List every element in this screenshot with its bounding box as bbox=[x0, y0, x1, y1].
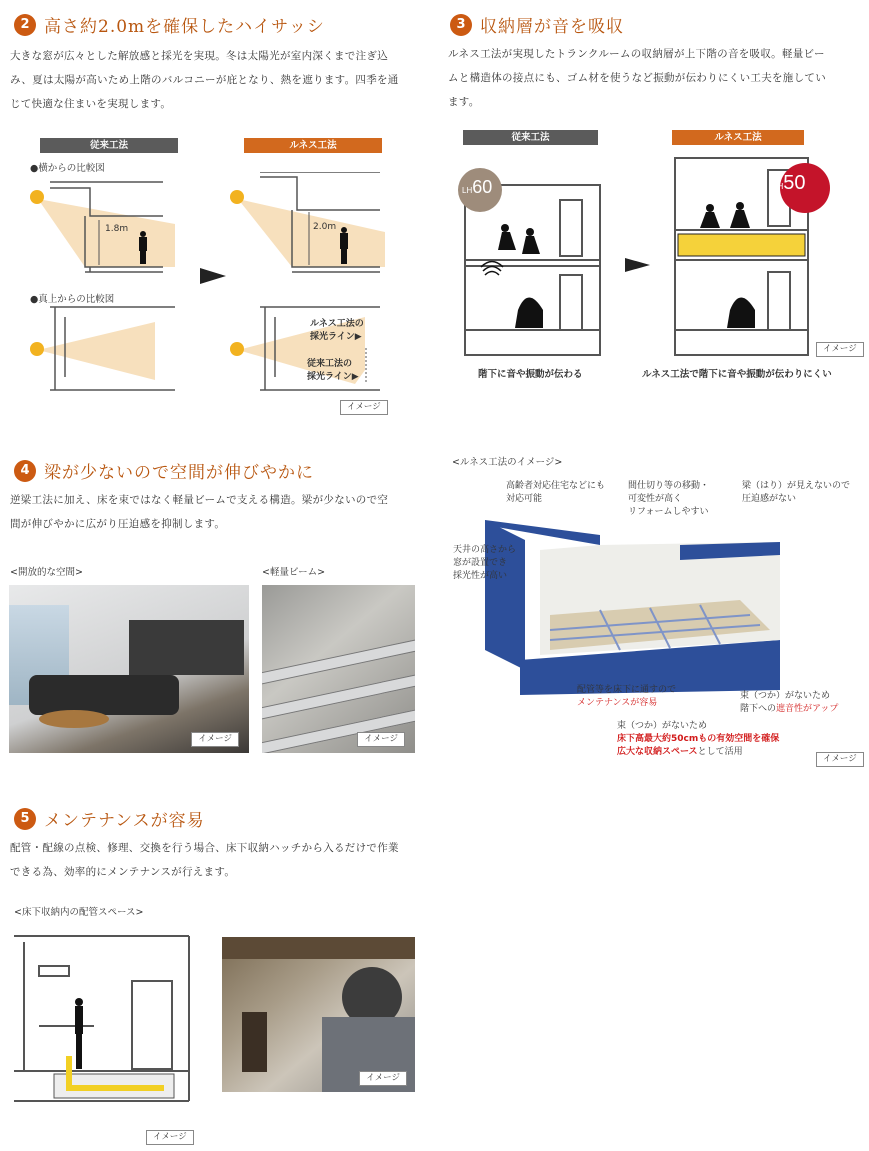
underfloor-piping-diagram bbox=[14, 926, 194, 1126]
callout-line: リフォームしやすい bbox=[628, 507, 709, 517]
image-note-badge: イメージ bbox=[191, 732, 239, 747]
section-4-body bbox=[10, 488, 430, 536]
callout-line: 窓が設置でき bbox=[453, 558, 508, 568]
callout-line: 間仕切り等の移動・ bbox=[628, 481, 710, 491]
callout-storage bbox=[617, 720, 779, 759]
callout-partition bbox=[628, 480, 709, 519]
callout-line: 天井の高さから bbox=[453, 545, 517, 555]
kitchen bbox=[129, 620, 244, 675]
callout-line: 高齢者対応住宅などにも bbox=[506, 481, 606, 491]
body-line: じて快適な住まいを実現します。 bbox=[10, 98, 172, 110]
callout-sound bbox=[740, 690, 838, 716]
lh-value: 50 bbox=[783, 172, 806, 194]
label-line: 従来工法の bbox=[307, 359, 353, 369]
body-line: 配管・配線の点検、修理、交換を行う場合、床下収納ハッチから入るだけで作業 bbox=[10, 842, 399, 854]
image-note-badge: イメージ bbox=[357, 732, 405, 747]
image-note-badge: イメージ bbox=[146, 1130, 194, 1145]
section-5-title: メンテナンスが容易 bbox=[44, 811, 205, 831]
section-4-heading bbox=[14, 458, 314, 483]
person-figure bbox=[75, 998, 83, 1069]
label-line: ルネス工法の bbox=[310, 319, 364, 329]
callout-line: 対応可能 bbox=[506, 494, 543, 504]
top-view-label: ●真上からの比較図 bbox=[30, 294, 115, 305]
arrow-right-icon bbox=[200, 268, 226, 284]
section-2-title: 高さ約2.0mを確保したハイサッシ bbox=[44, 17, 325, 37]
section-5-heading bbox=[14, 806, 205, 831]
callout-line: 採光性が高い bbox=[453, 571, 508, 581]
image-note-badge: イメージ bbox=[359, 1071, 407, 1086]
callout-line: 梁（はり）が見えないので bbox=[742, 481, 851, 491]
photo2-label: <軽量ビーム> bbox=[262, 567, 326, 578]
photo1-label: <開放的な空間> bbox=[10, 567, 83, 578]
height-conventional: 1.8m bbox=[105, 224, 129, 234]
lunes-structure-diagram bbox=[480, 520, 810, 700]
body-line: 間が伸びやかに広がり圧迫感を抑制します。 bbox=[10, 518, 226, 530]
callout-line: 可変性が高く bbox=[628, 494, 683, 504]
label-line: 採光ライン▶ bbox=[310, 332, 362, 342]
callout-text: として活用 bbox=[697, 747, 743, 757]
coffee-table bbox=[39, 710, 109, 728]
image-note-badge: イメージ bbox=[340, 400, 388, 415]
arrow-right-icon bbox=[625, 258, 650, 272]
light-beam-photo bbox=[262, 585, 415, 753]
sound-wave-icon bbox=[481, 262, 503, 276]
lunes-light-line-label bbox=[310, 318, 364, 344]
body-line: ルネス工法が実現したトランクルームの収納層が上下階の音を吸収。軽量ビー bbox=[448, 48, 825, 60]
height-lunes: 2.0m bbox=[313, 222, 337, 232]
section-2-heading bbox=[14, 12, 325, 37]
body-line: 逆梁工法に加え、床を束ではなく軽量ビームで支える構造。梁が少ないので空 bbox=[10, 494, 389, 506]
callout-line: メンテナンスが容易 bbox=[577, 698, 658, 708]
section-number-badge: 3 bbox=[450, 14, 472, 36]
open-space-photo bbox=[9, 585, 249, 753]
section-2-body bbox=[10, 44, 420, 116]
underfloor-label: <床下収納内の配管スペース> bbox=[14, 907, 144, 918]
section-number-badge: 2 bbox=[14, 14, 36, 36]
callout-piping bbox=[577, 684, 676, 710]
callout-beam bbox=[742, 480, 850, 506]
tag-conventional: 従来工法 bbox=[40, 138, 178, 153]
section-3-title: 収納層が音を吸収 bbox=[480, 17, 624, 37]
tag-lunes: ルネス工法 bbox=[672, 130, 804, 145]
caption-old: 階下に音や振動が伝わる bbox=[478, 369, 583, 380]
section-number-badge: 5 bbox=[14, 808, 36, 830]
callout-line: 配管等を床下に通すので bbox=[577, 685, 677, 695]
conventional-light-line-label bbox=[307, 358, 359, 384]
lh-new-label bbox=[773, 172, 805, 195]
lh-old-label bbox=[462, 177, 492, 198]
caption-new: ルネス工法で階下に音や振動が伝わりにくい bbox=[642, 369, 832, 380]
image-note-badge: イメージ bbox=[816, 752, 864, 767]
body-line: ます。 bbox=[448, 96, 480, 108]
lh-prefix: LH bbox=[462, 186, 473, 195]
label-line: 採光ライン▶ bbox=[307, 372, 359, 382]
tag-conventional: 従来工法 bbox=[463, 130, 598, 145]
section-4-title: 梁が少ないので空間が伸びやかに bbox=[44, 463, 314, 483]
callout-text: 階下への bbox=[740, 704, 777, 714]
body-line: 大きな窓が広々とした解放感と採光を実現。冬は太陽光が室内深くまで注ぎ込 bbox=[10, 50, 388, 62]
section-number-badge: 4 bbox=[14, 460, 36, 482]
ceiling bbox=[222, 937, 415, 959]
callout-highlight: 遮音性がアップ bbox=[776, 704, 839, 714]
body-line: ムと構造体の接点にも、ゴム材を使うなど振動が伝わりにくい工夫を施してい bbox=[448, 72, 826, 84]
top-view-conventional bbox=[30, 307, 175, 390]
callout-line: 束（つか）がないため bbox=[617, 721, 708, 731]
callout-highlight: 広大な収納スペース bbox=[617, 747, 698, 757]
callout-ceiling bbox=[453, 544, 516, 583]
side-view-conventional bbox=[30, 182, 175, 272]
callout-line: 圧迫感がない bbox=[742, 494, 797, 504]
maintenance-photo bbox=[222, 937, 415, 1092]
body-line: できる為、効率的にメンテナンスが行えます。 bbox=[10, 866, 236, 878]
storage-layer bbox=[678, 234, 805, 256]
pipe bbox=[242, 1012, 267, 1072]
section-3-body bbox=[448, 42, 858, 114]
sofa bbox=[29, 675, 179, 715]
callout-line: 束（つか）がないため bbox=[740, 691, 831, 701]
image-note-badge: イメージ bbox=[816, 342, 864, 357]
side-view-label: ●横からの比較図 bbox=[30, 163, 105, 174]
callout-highlight: 床下高最大約50cmもの有効空間を確保 bbox=[617, 734, 780, 744]
lh-value: 60 bbox=[472, 177, 493, 197]
callout-elderly bbox=[506, 480, 605, 506]
tag-lunes: ルネス工法 bbox=[244, 138, 382, 153]
lh-prefix: LH bbox=[773, 182, 784, 191]
body-line: み、夏は太陽が高いため上階のバルコニーが庇となり、熱を遮ります。四季を通 bbox=[10, 74, 399, 86]
diagram-title: <ルネス工法のイメージ> bbox=[452, 457, 563, 468]
side-view-lunes bbox=[230, 172, 385, 272]
section-3-heading bbox=[450, 12, 624, 37]
section-5-body bbox=[10, 836, 430, 884]
